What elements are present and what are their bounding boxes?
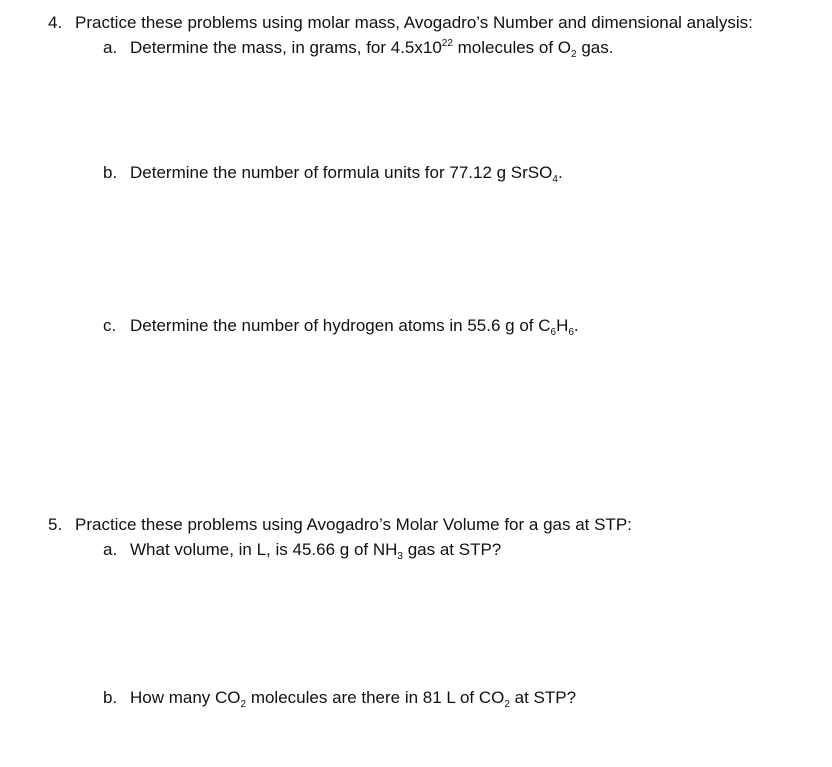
item-text: Determine the number of formula units for 77.12 g SrSO$_4$.	[130, 163, 563, 185]
item-letter: b.	[103, 163, 118, 182]
item-text: What volume, in L, is 45.66 g of $NH_3$ gas at STP?	[130, 540, 502, 562]
question-number: 5.	[48, 515, 63, 534]
question-text: Practice these problems using molar mass, Avogadro’s Number and dimensional analysis:	[75, 13, 753, 32]
item-letter: c.	[103, 316, 117, 335]
item-letter: a.	[103, 38, 118, 57]
question-text: Practice these problems using Avogadro’s Molar Volume for a gas at STP:	[75, 515, 632, 534]
item-letter: a.	[103, 540, 118, 559]
question-4c	[103, 316, 579, 336]
question-number: 4.	[48, 13, 63, 32]
item-text: Determine the number of hydrogen atoms in 55.6 g of $C_6H_6$.	[130, 316, 579, 338]
question-5-heading	[48, 515, 632, 535]
question-5b	[103, 688, 576, 708]
question-4b	[103, 163, 563, 183]
item-letter: b.	[103, 688, 118, 707]
item-text: Determine the mass, in grams, for $4.5x10^{22}$ molecules of $O_2$ gas.	[130, 38, 614, 60]
question-4-heading	[48, 13, 753, 33]
question-5a	[103, 540, 501, 560]
item-text: How many $CO_2$ molecules are there in 81 L of $CO_2$ at STP?	[130, 688, 577, 710]
question-4a	[103, 38, 613, 58]
